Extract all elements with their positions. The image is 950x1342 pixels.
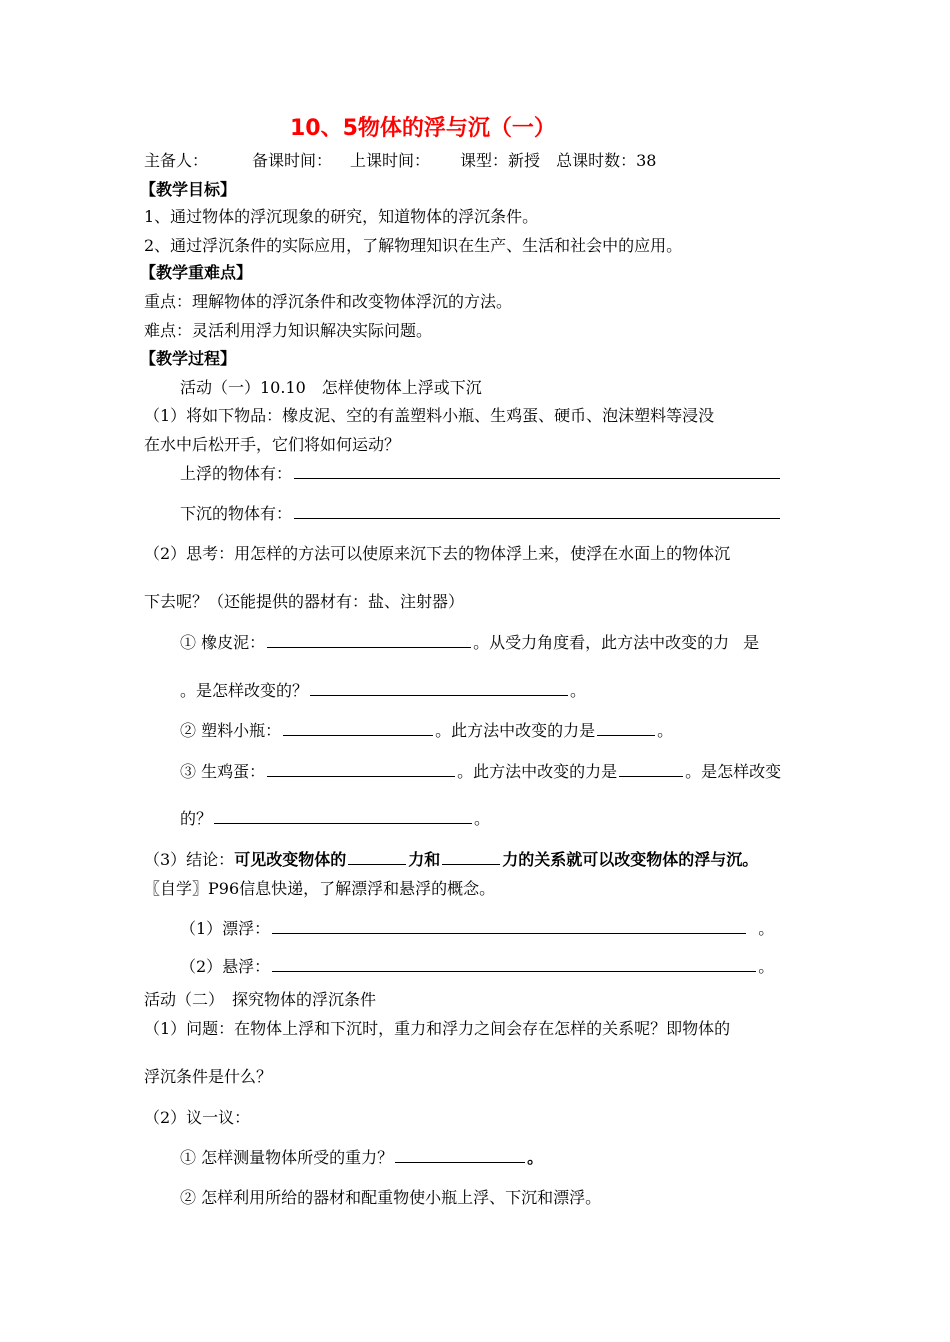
- goal-item-1: 1、通过物体的浮沉现象的研究，知道物体的浮沉条件。: [144, 207, 539, 226]
- egg-end-text: 。是怎样改变: [685, 762, 782, 781]
- clay-mid-text: 。从受力角度看，此方法中改变的力: [473, 633, 730, 652]
- clay-end-text: 是: [743, 633, 760, 652]
- page-title: 10、5物体的浮与沉（一）: [290, 116, 556, 141]
- bottle-method-blank[interactable]: [283, 720, 433, 736]
- question-3-line-2: 浮沉条件是什么？: [144, 1067, 273, 1086]
- egg-mid-text: 。此方法中改变的力是: [457, 762, 618, 781]
- key-focus: 重点：理解物体的浮沉条件和改变物体浮沉的方法。: [144, 292, 513, 311]
- bottle-period: 。: [657, 721, 674, 740]
- clay-period: 。: [570, 681, 587, 700]
- process-heading: 【教学过程】: [140, 349, 237, 368]
- xuanfu-blank[interactable]: [272, 956, 756, 972]
- egg-row: [180, 761, 781, 783]
- float-label: 上浮的物体有：: [180, 464, 293, 483]
- conclusion-row: [144, 849, 758, 871]
- meta-class-time: 上课时间：: [350, 151, 431, 170]
- goal-item-2: 2、通过浮沉条件的实际应用，了解物理知识在生产、生活和社会中的应用。: [144, 236, 683, 255]
- meta-preparer: 主备人：: [144, 151, 209, 170]
- egg-method-blank[interactable]: [267, 761, 455, 777]
- egg-period: 。: [474, 809, 491, 828]
- clay-method-blank[interactable]: [267, 632, 471, 648]
- self-study-line: 〖自学〗P96信息快递，了解漂浮和悬浮的概念。: [144, 879, 496, 898]
- clay-label: ① 橡皮泥：: [180, 633, 266, 652]
- meta-type: 课型：新授: [460, 151, 541, 170]
- piaofu-row: [180, 918, 774, 940]
- question-2-line-1: （2）思考：用怎样的方法可以使原来沉下去的物体浮上来，使浮在水面上的物体沉: [144, 544, 731, 563]
- piaofu-blank[interactable]: [272, 918, 746, 934]
- egg-how-blank[interactable]: [214, 808, 472, 824]
- conclusion-blank-1[interactable]: [348, 849, 406, 865]
- activity-1-title: 活动（一）10.10 怎样使物体上浮或下沉: [180, 378, 482, 397]
- conclusion-blank-2[interactable]: [442, 849, 500, 865]
- egg-how-text: 的？: [180, 809, 213, 828]
- bottle-row: [180, 720, 673, 742]
- meta-prep-time: 备课时间：: [252, 151, 333, 170]
- lesson-meta: [144, 150, 656, 172]
- weight-question: ① 怎样测量物体所受的重力？: [180, 1148, 394, 1167]
- meta-total: 总课时数：38: [556, 151, 657, 170]
- bottle-force-blank[interactable]: [597, 720, 655, 736]
- conclusion-text-a: 可见改变物体的: [234, 850, 347, 869]
- float-answer-blank[interactable]: [294, 463, 780, 479]
- sink-answer-blank[interactable]: [294, 503, 780, 519]
- xuanfu-label: （2）悬浮：: [180, 957, 271, 976]
- bottle-experiment-line: ② 怎样利用所给的器材和配重物使小瓶上浮、下沉和漂浮。: [180, 1188, 602, 1207]
- bottle-mid-text: 。此方法中改变的力是: [435, 721, 596, 740]
- conclusion-prefix: （3）结论：: [144, 850, 235, 869]
- xuanfu-period: 。: [758, 957, 775, 976]
- key-heading: 【教学重难点】: [140, 263, 253, 282]
- clay-row: [180, 632, 759, 654]
- conclusion-text-b: 力和: [408, 850, 441, 869]
- key-difficulty: 难点：灵活利用浮力知识解决实际问题。: [144, 321, 433, 340]
- egg-label: ③ 生鸡蛋：: [180, 762, 266, 781]
- question-2-line-2: 下去呢？（还能提供的器材有：盐、注射器）: [144, 592, 465, 611]
- egg-row-2: [180, 808, 490, 830]
- clay-how-text: 。是怎样改变的？: [180, 681, 309, 700]
- weight-row: [180, 1147, 543, 1169]
- xuanfu-row: [180, 956, 774, 978]
- weight-blank[interactable]: [395, 1147, 525, 1163]
- question-1-line-1: （1）将如下物品：橡皮泥、空的有盖塑料小瓶、生鸡蛋、硬币、泡沫塑料等浸没: [144, 406, 715, 425]
- piaofu-label: （1）漂浮：: [180, 919, 271, 938]
- sink-objects-row: [180, 503, 782, 525]
- float-objects-row: [180, 463, 782, 485]
- conclusion-text-c: 力的关系就可以改变物体的浮与沉。: [502, 850, 759, 869]
- goals-heading: 【教学目标】: [140, 180, 237, 199]
- egg-force-blank[interactable]: [619, 761, 683, 777]
- sink-label: 下沉的物体有：: [180, 504, 293, 523]
- clay-how-blank[interactable]: [310, 680, 568, 696]
- weight-period: 。: [527, 1148, 544, 1167]
- bottle-label: ② 塑料小瓶：: [180, 721, 282, 740]
- activity-2-title: 活动（二） 探究物体的浮沉条件: [144, 990, 377, 1009]
- question-3-line-1: （1）问题：在物体上浮和下沉时，重力和浮力之间会存在怎样的关系呢？即物体的: [144, 1019, 731, 1038]
- question-1-line-2: 在水中后松开手，它们将如何运动？: [144, 435, 401, 454]
- clay-row-2: [180, 680, 586, 702]
- question-4: （2）议一议：: [144, 1108, 251, 1127]
- piaofu-period: 。: [758, 919, 775, 938]
